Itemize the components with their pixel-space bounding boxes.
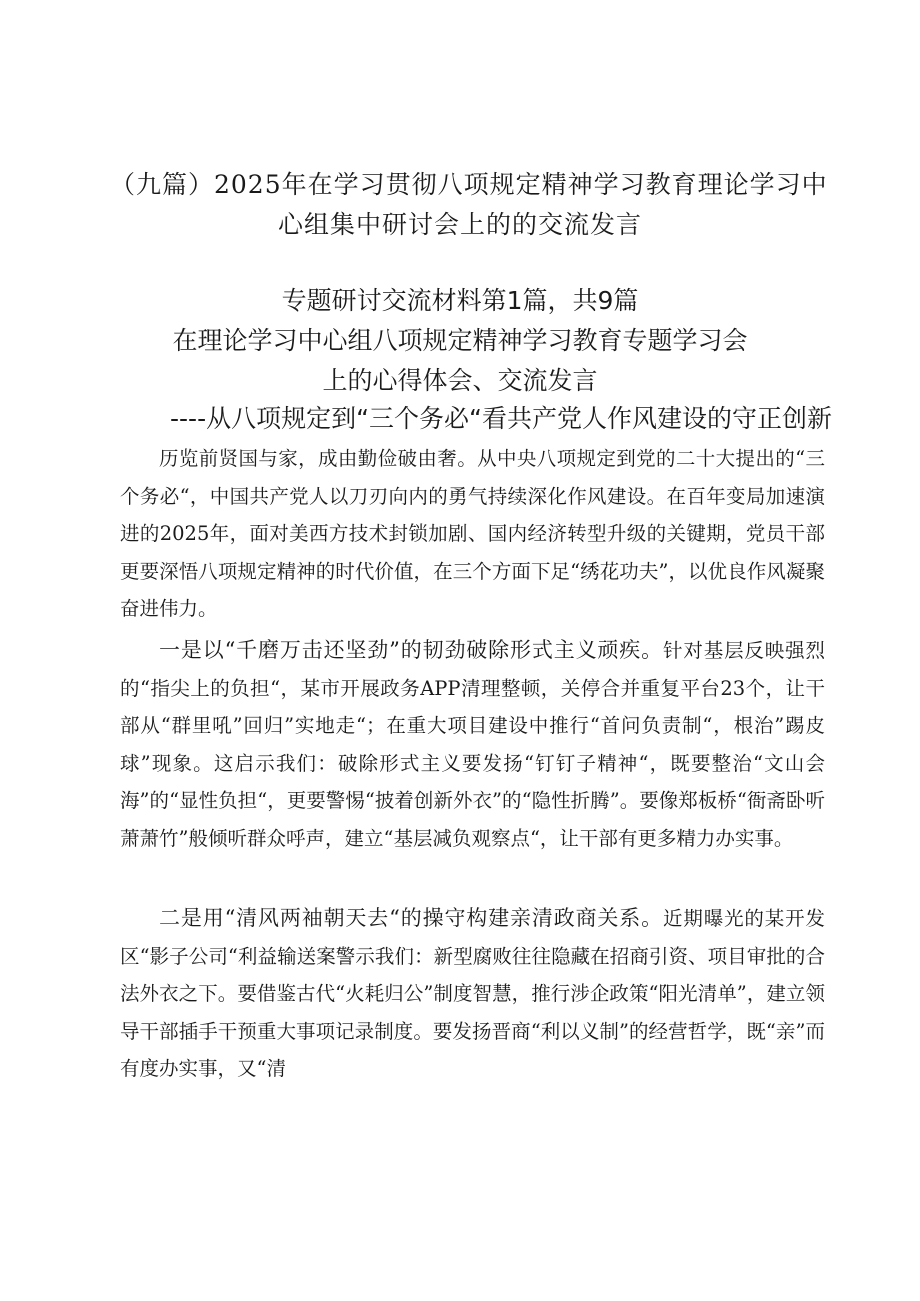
subtitle-series-note: 专题研讨交流材料第1篇，共9篇	[281, 286, 639, 315]
subtitle-speech-title-line-1: 在理论学习中心组八项规定精神学习教育专题学习会	[172, 326, 748, 355]
paragraph-point-one-lead: 一是以“千磨万击还坚劲”的韧劲破除形式主义顽疾。	[159, 638, 663, 662]
document-title-line-1: （九篇）2025年在学习贯彻八项规定精神学习教育理论学习中	[110, 170, 828, 199]
paragraph-point-one	[120, 632, 825, 857]
paragraph-intro-text: 历览前贤国与家，成由勤俭破由奢。从中央八项规定到党的二十大提出的“三个务必“，中国共产党人以刀刃向内的勇气持续深化作风建设。在百年变局加速演进的2025年，面对美西方技术封锁加剧、国内经济转型升级的关键期，党员干部更要深悟八项规定精神的时代价值，在三个方面下足“绣花功夫”，以优良作风凝聚奋进伟力。	[120, 447, 825, 620]
paragraph-point-two-text: 近期曝光的某开发区“影子公司“利益输送案警示我们：新型腐败往往隐藏在招商引资、项目审批的合法外衣之下。要借鉴古代“火耗归公”制度智慧，推行涉企政策“阳光清单”，建立领导干部插手干预重大事项记录制度。要发扬晋商“利以义制”的经营哲学，既“亲”而有度办实事，又“清	[120, 907, 825, 1080]
paragraph-point-one-text: 针对基层反映强烈的“指尖上的负担“，某市开展政务APP清理整顿，关停合并重复平台23个，让干部从“群里吼”回归”实地走“；在重大项目建设中推行“首问负责制“，根治”踢皮球”现象。这启示我们：破除形式主义要发扬“钉钉子精神“，既要整治“文山会海”的“显性负担“，更要警惕“披着创新外衣”的“隐性折腾”。要像郑板桥“衙斋卧听萧萧竹”般倾听群众呼声，建立“基层减负观察点“，让干部有更多精力办实事。	[120, 639, 825, 850]
paragraph-point-two-lead: 二是用“清风两袖朝天去“的操守构建亲清政商关系。	[159, 906, 663, 930]
subtitle-theme-line: ----从八项规定到“三个务必“看共产党人作风建设的守正创新	[170, 404, 832, 433]
document-title-line-2: 心组集中研讨会上的的交流发言	[277, 210, 642, 239]
subtitle-speech-title-line-2: 上的心得体会、交流发言	[322, 366, 598, 395]
paragraph-point-two	[120, 900, 825, 1088]
paragraph-intro	[120, 440, 825, 628]
